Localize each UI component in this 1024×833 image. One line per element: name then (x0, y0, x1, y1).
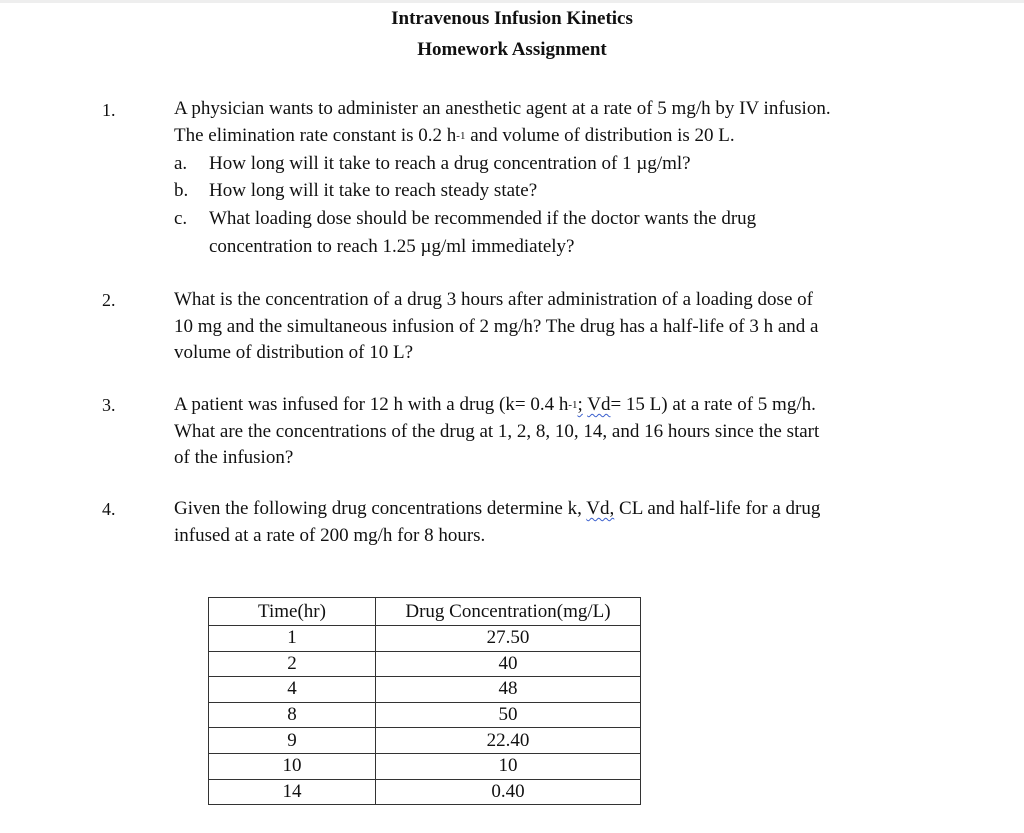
part-label: a. (174, 153, 188, 174)
drug-concentration-table (208, 597, 641, 805)
question-1-number: 1. (102, 100, 116, 120)
question-2-line-3: volume of distribution of 10 L? (174, 342, 414, 363)
table-row (209, 702, 641, 728)
concentration-cell: 22.40 (376, 728, 641, 754)
column-header-concentration: Drug Concentration(mg/L) (376, 598, 641, 626)
time-cell: 9 (209, 728, 376, 754)
concentration-cell: 50 (376, 702, 641, 728)
column-header-time: Time(hr) (209, 598, 376, 626)
time-cell: 2 (209, 651, 376, 677)
time-cell: 4 (209, 677, 376, 703)
question-3-line-2: What are the concentrations of the drug at 1, 2, 8, 10, 14, and 16 hours since the start (174, 420, 820, 442)
question-1-line-1: A physician wants to administer an anesthetic agent at a rate of 5 mg/h by IV infusion. (174, 98, 831, 119)
time-cell: 14 (209, 779, 376, 805)
table-row (209, 651, 641, 677)
part-text: What loading dose should be recommended if the doctor wants the drug (209, 208, 757, 229)
part-label: b. (174, 180, 189, 201)
question-1-text (174, 96, 934, 149)
table-header-row (209, 598, 641, 626)
question-2-number: 2. (102, 290, 116, 310)
document-subtitle: Homework Assignment (417, 39, 607, 60)
part-text: How long will it take to reach a drug concentration of 1 µg/ml? (209, 153, 691, 174)
time-cell: 8 (209, 702, 376, 728)
table-row (209, 779, 641, 805)
table-row (209, 677, 641, 703)
concentration-cell: 0.40 (376, 779, 641, 805)
part-label: c. (174, 208, 188, 229)
top-border-line (0, 0, 1024, 3)
question-1-line-2: The elimination rate constant is 0.2 $h^{-1}$ and volume of distribution is 20 L. (174, 124, 735, 146)
question-3-number: 3. (102, 395, 116, 415)
concentration-cell: 40 (376, 651, 641, 677)
document-title: Intravenous Infusion Kinetics (391, 8, 633, 29)
concentration-cell: 27.50 (376, 626, 641, 652)
question-2-line-2: 10 mg and the simultaneous infusion of 2 mg/h? The drug has a half-life of 3 h and a (174, 315, 819, 337)
question-4-text (174, 496, 934, 549)
question-4-line-1: Given the following drug concentrations determine k, Vd, CL and half-life for a drug (174, 498, 821, 519)
part-text: How long will it take to reach steady state? (209, 180, 538, 201)
concentration-cell: 10 (376, 753, 641, 779)
question-3-line-3: of the infusion? (174, 447, 294, 468)
concentration-cell: 48 (376, 677, 641, 703)
table-row (209, 753, 641, 779)
time-cell: 1 (209, 626, 376, 652)
question-3-text (174, 392, 934, 472)
table-row (209, 728, 641, 754)
question-4-line-2: infused at a rate of 200 mg/h for 8 hours. (174, 524, 486, 546)
time-cell: 10 (209, 753, 376, 779)
question-2-text (174, 287, 934, 367)
question-4-number: 4. (102, 499, 116, 519)
table-row (209, 626, 641, 652)
question-3-line-1: A patient was infused for 12 h with a drug (k= 0.4 $h^{-1}$; Vd= 15 L) at a rate of 5 mg/h. (174, 394, 816, 415)
question-2-line-1: What is the concentration of a drug 3 hours after administration of a loading dose of (174, 289, 813, 310)
